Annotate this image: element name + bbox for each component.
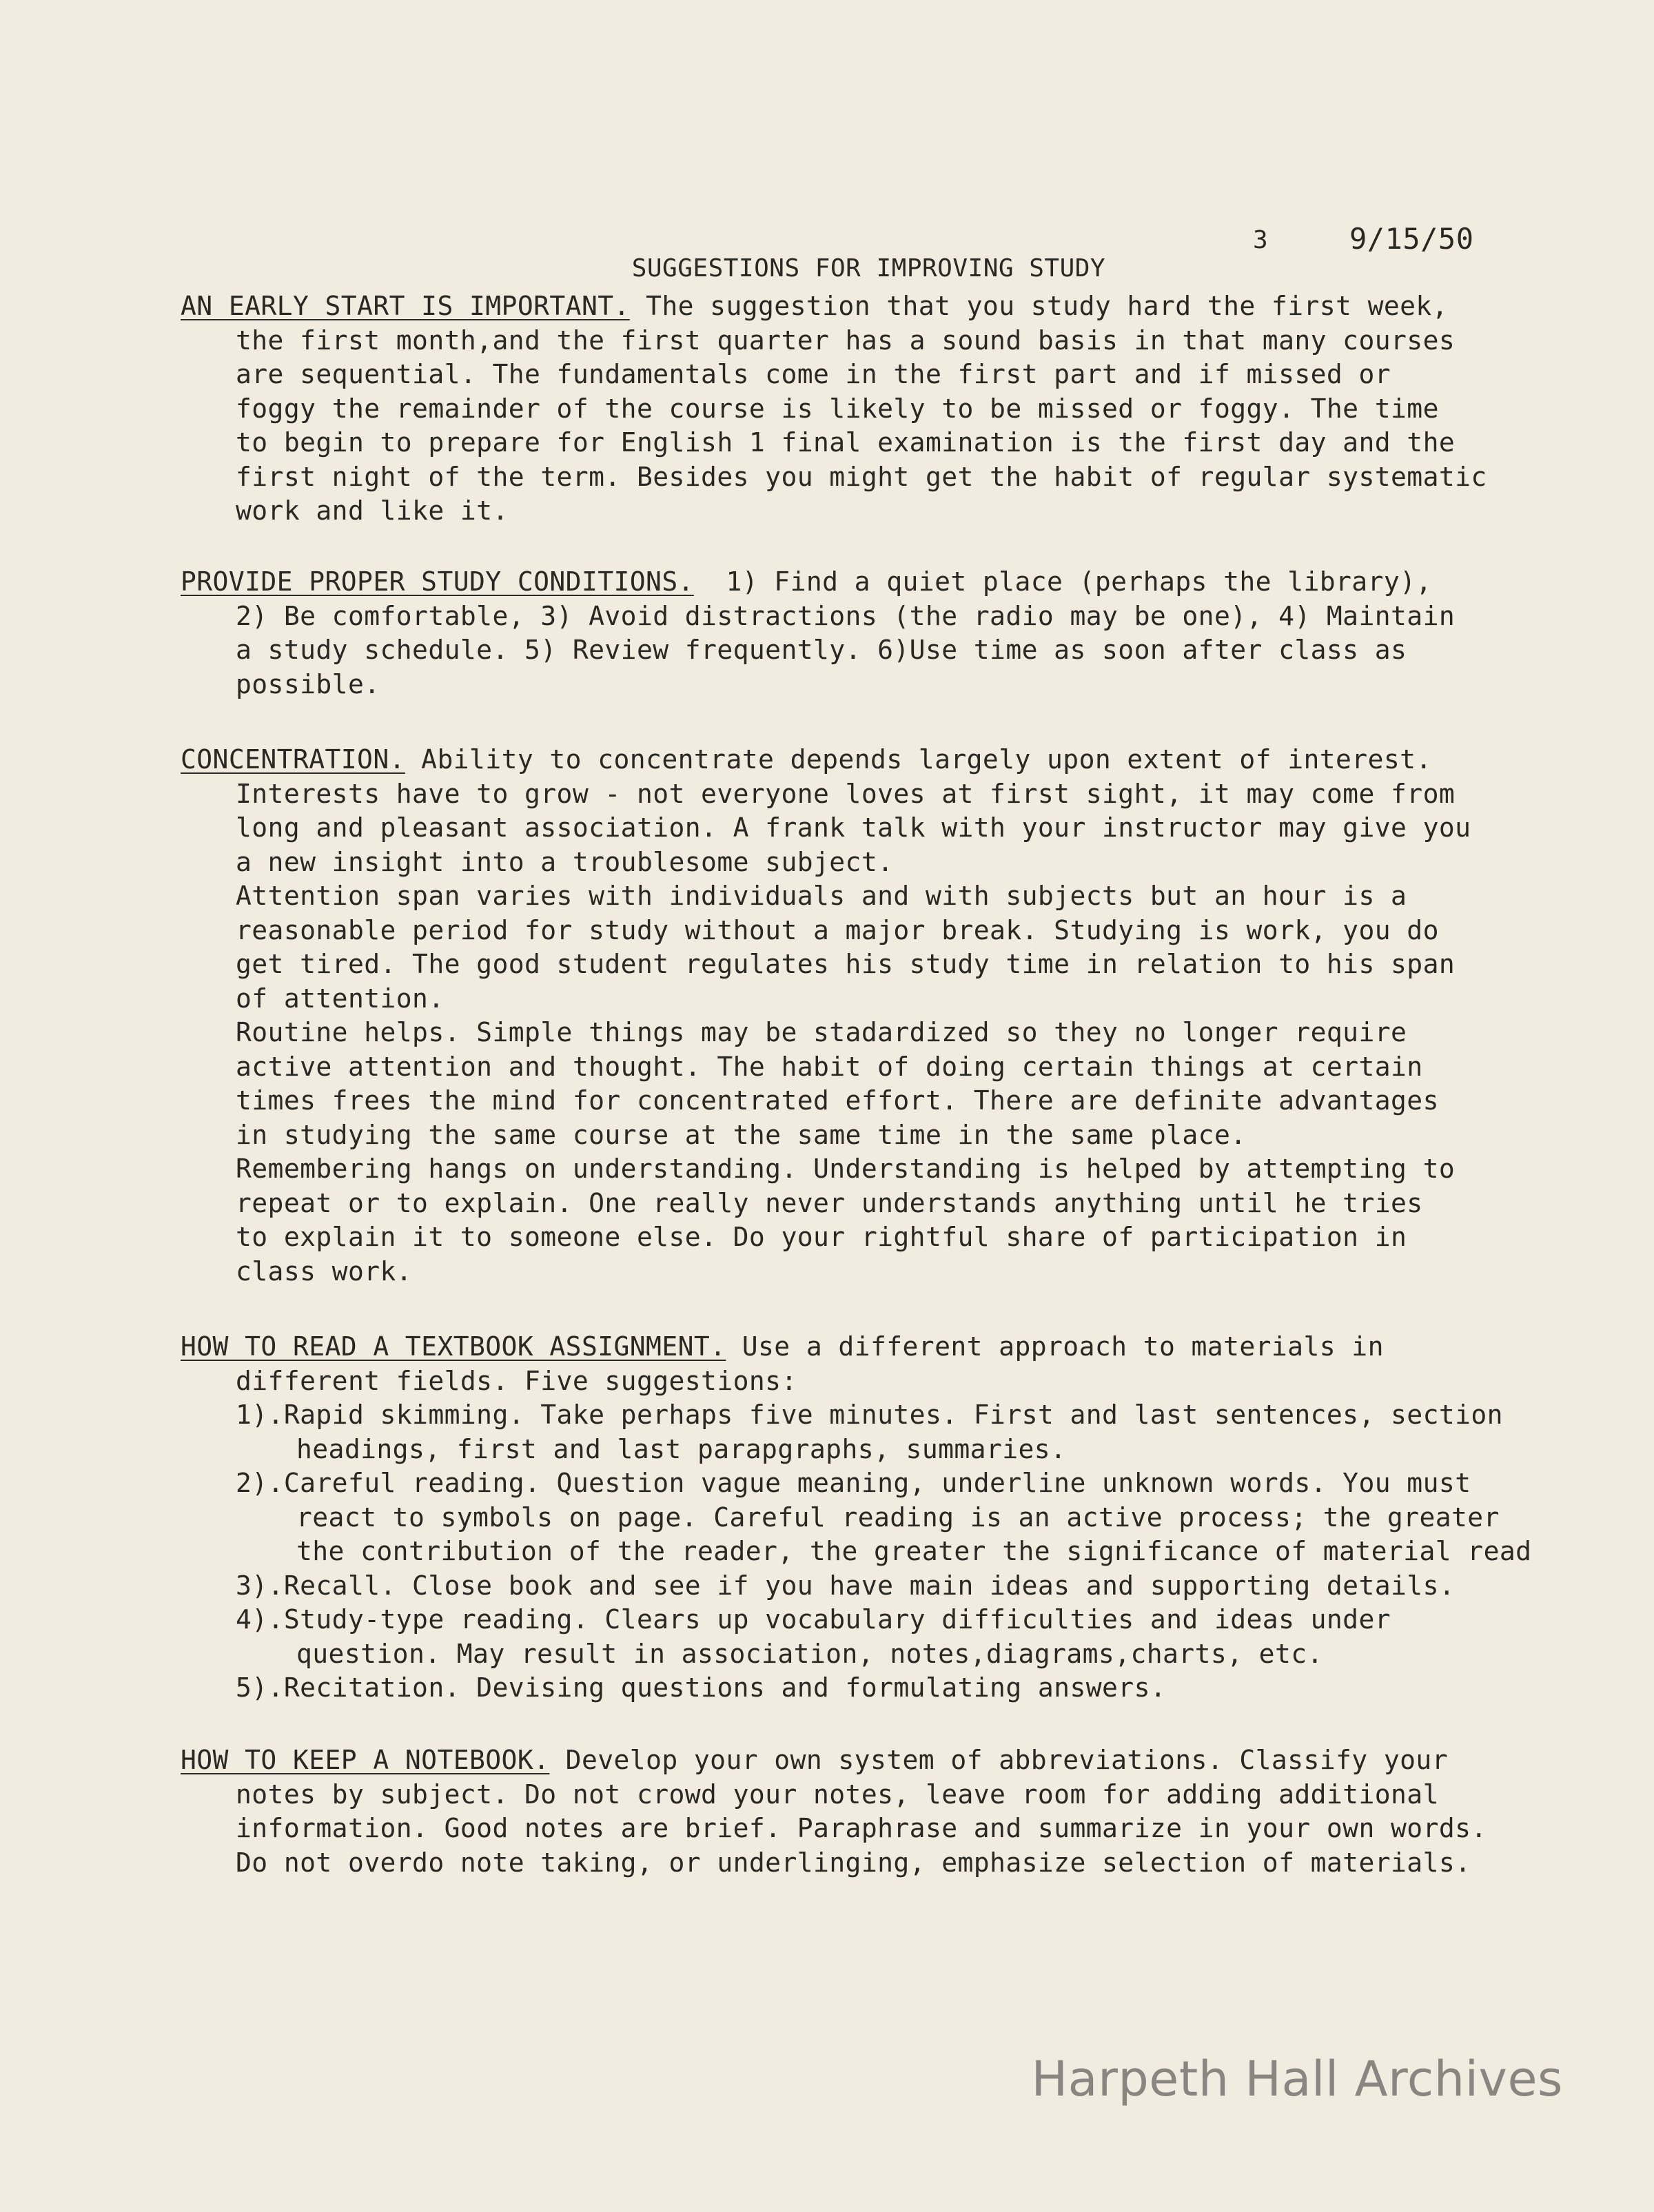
text-line: reasonable period for study without a major break. Studying is work, you do [236,914,1439,945]
section-text: Use a different approach to materials in [726,1331,1384,1362]
text-line: in studying the same course at the same time in the same place. [236,1119,1247,1150]
text-line: possible. [236,668,380,699]
list-item-continuation: react to symbols on page. Careful reading is an active process; the greater [296,1502,1500,1533]
text-line: foggy the remainder of the course is likely to be missed or foggy. The time [236,393,1439,424]
text-line: get tired. The good student regulates his study time in relation to his span [236,949,1456,979]
section-heading: AN EARLY START IS IMPORTANT. [181,291,630,321]
section-concentration [181,743,1614,1289]
text-line: Attention span varies with individuals and with subjects but an hour is a [236,881,1407,911]
list-item: 4).Study-type reading. Clears up vocabulary difficulties and ideas under [236,1604,1391,1635]
list-item-continuation: the contribution of the reader, the greater the significance of material read [296,1536,1532,1566]
list-item: 5).Recitation. Devising questions and formulating answers. [236,1672,1167,1703]
text-line: Routine helps. Simple things may be stadardized so they no longer require [236,1017,1407,1047]
section-text: 1) Find a quiet place (perhaps the library), [693,566,1432,597]
section-heading: HOW TO KEEP A NOTEBOOK. [181,1745,550,1775]
text-line: work and like it. [236,495,509,526]
archive-watermark: Harpeth Hall Archives [1031,2051,1563,2107]
section-heading: CONCENTRATION. [181,744,405,775]
text-line: a study schedule. 5) Review frequently. 6)Use time as soon after class as [236,635,1407,665]
text-line: the first month,and the first quarter has a sound basis in that many courses [236,325,1456,356]
document-date: 9/15/50 [1349,222,1474,256]
text-line: class work. [236,1256,413,1287]
text-line: a new insight into a troublesome subject. [236,846,894,877]
page-number: 3 [1253,226,1269,254]
section-first-line [181,289,1614,324]
text-line: different fields. Five suggestions: [236,1365,797,1396]
text-line: long and pleasant association. A frank talk with your instructor may give you [236,812,1471,843]
text-line: to begin to prepare for English 1 final examination is the first day and the [236,427,1456,458]
section-heading: HOW TO READ A TEXTBOOK ASSIGNMENT. [181,1331,726,1362]
list-item: 3).Recall. Close book and see if you have main ideas and supporting details. [236,1570,1456,1601]
document-title: SUGGESTIONS FOR IMPROVING STUDY [631,254,1106,283]
list-item: 1).Rapid skimming. Take perhaps five minutes. First and last sentences, section [236,1400,1503,1430]
section-study-conditions [181,565,1614,702]
list-item-continuation: question. May result in association, notes,diagrams,charts, etc. [296,1638,1323,1669]
text-line: Do not overdo note taking, or underlinging, emphasize selection of materials. [236,1847,1471,1878]
section-first-line [181,743,1614,777]
text-line: of attention. [236,983,445,1014]
text-line: Interests have to grow - not everyone loves at first sight, it may come from [236,778,1456,809]
section-early-start [181,289,1614,529]
list-item-continuation: headings, first and last parapgraphs, summaries. [296,1433,1067,1464]
section-notebook [181,1743,1614,1880]
section-text: Ability to concentrate depends largely upon extent of interest. [405,744,1432,775]
text-line: 2) Be comfortable, 3) Avoid distractions (the radio may be one), 4) Maintain [236,600,1456,631]
text-line: notes by subject. Do not crowd your notes, leave room for adding additional [236,1779,1439,1810]
text-line: active attention and thought. The habit of doing certain things at certain [236,1051,1423,1082]
text-line: times frees the mind for concentrated effort. There are definite advantages [236,1085,1439,1116]
text-line: Remembering hangs on understanding. Understanding is helped by attempting to [236,1154,1456,1184]
text-line: repeat or to explain. One really never understands anything until he tries [236,1187,1423,1218]
list-item: 2).Careful reading. Question vague meaning, underline unknown words. You must [236,1468,1471,1498]
text-line: to explain it to someone else. Do your rightful share of participation in [236,1222,1407,1252]
text-line: information. Good notes are brief. Paraphrase and summarize in your own words. [236,1813,1487,1843]
section-textbook [181,1330,1614,1706]
section-text: Develop your own system of abbreviations. Classify your [549,1745,1448,1775]
text-line: first night of the term. Besides you might get the habit of regular systematic [236,461,1487,492]
section-text: The suggestion that you study hard the first week, [629,291,1448,321]
section-first-line [181,1743,1614,1778]
section-first-line [181,565,1614,600]
text-line: are sequential. The fundamentals come in the first part and if missed or [236,359,1391,389]
section-heading: PROVIDE PROPER STUDY CONDITIONS. [181,566,694,597]
section-first-line [181,1330,1614,1364]
